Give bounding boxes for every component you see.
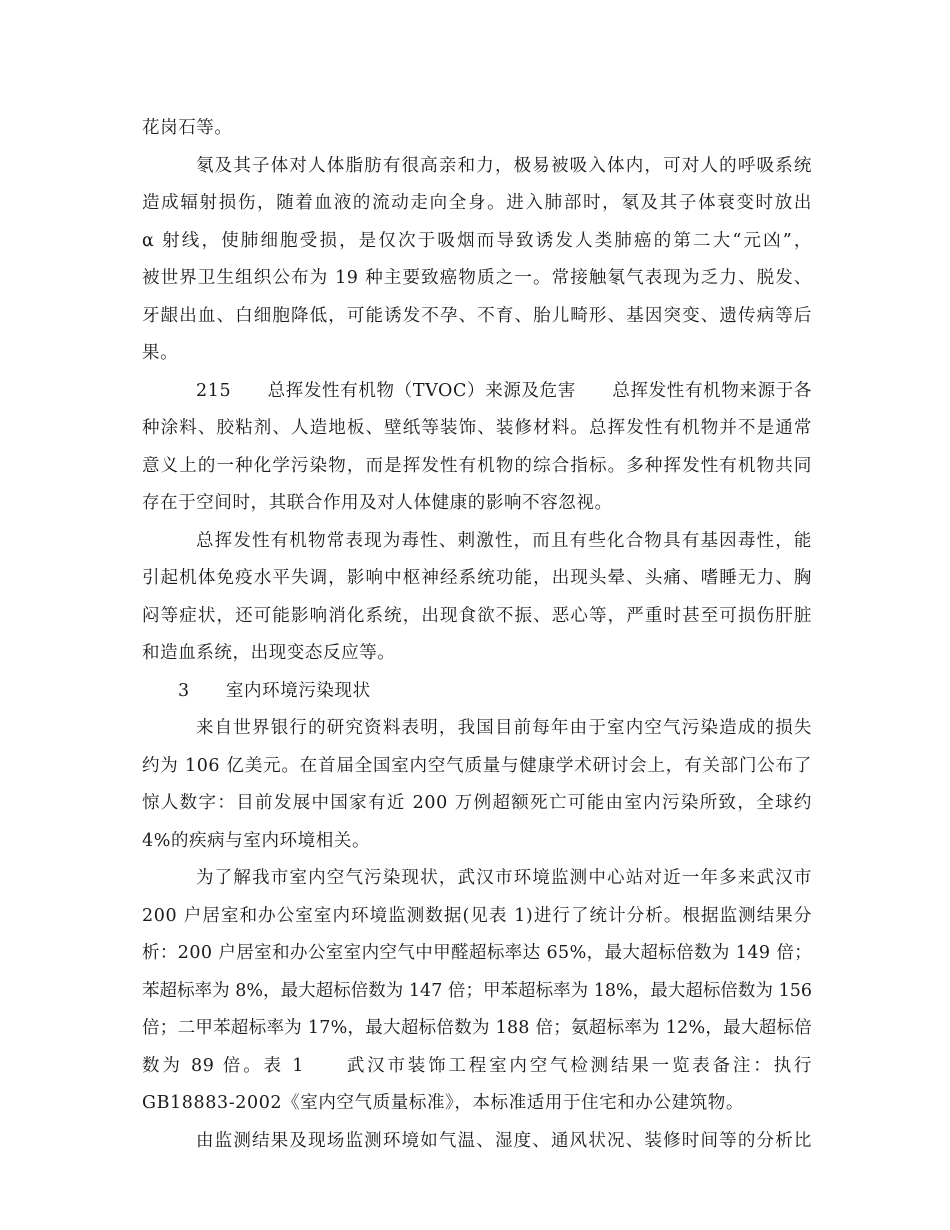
text-line: 约为 106 亿美元。在首届全国室内空气质量与健康学术研讨会上，有关部门公布了 <box>142 756 812 776</box>
text-line: 4%的疾病与室内环境相关。 <box>142 831 371 851</box>
text-line: 意义上的一种化学污染物，而是挥发性有机物的综合指标。多种挥发性有机物共同 <box>142 456 812 476</box>
text-line: 牙龈出血、白细胞降低，可能诱发不孕、不育、胎儿畸形、基因突变、遗传病等后 <box>142 306 812 326</box>
text-line: 200 户居室和办公室室内环境监测数据(见表 1)进行了统计分析。根据监测结果分 <box>142 906 812 926</box>
text-line: 倍；二甲苯超标率为 17%，最大超标倍数为 188 倍；氨超标率为 12%，最大超标倍 <box>142 1018 812 1038</box>
text-line: 引起机体免疫水平失调，影响中枢神经系统功能，出现头晕、头痛、嗜睡无力、胸 <box>142 568 812 588</box>
text-line: 苯超标率为 8%，最大超标倍数为 147 倍；甲苯超标率为 18%，最大超标倍数为 156 <box>142 981 812 1001</box>
text-line: 花岗石等。 <box>142 118 233 138</box>
section-heading-line: 215 总挥发性有机物（TVOC）来源及危害 总挥发性有机物来源于各 <box>196 381 812 401</box>
text-line: 被世界卫生组织公布为 19 种主要致癌物质之一。常接触氡气表现为乏力、脱发、 <box>142 268 812 288</box>
paragraph-first-line: 氡及其子体对人体脂肪有很高亲和力，极易被吸入体内，可对人的呼吸系统 <box>196 156 812 176</box>
text-line: α 射线，使肺细胞受损，是仅次于吸烟而导致诱发人类肺癌的第二大“元凶”， <box>142 231 812 251</box>
text-line: 惊人数字：目前发展中国家有近 200 万例超额死亡可能由室内污染所致，全球约 <box>142 793 812 813</box>
text-line: 和造血系统，出现变态反应等。 <box>142 643 396 663</box>
text-line: 数为 89 倍。表 1 武汉市装饰工程室内空气检测结果一览表备注：执行 <box>142 1056 812 1076</box>
paragraph-first-line: 由监测结果及现场监测环境如气温、湿度、通风状况、装修时间等的分析比 <box>196 1131 812 1151</box>
text-line: 闷等症状，还可能影响消化系统，出现食欲不振、恶心等，严重时甚至可损伤肝脏 <box>142 606 812 626</box>
text-line: GB18883-2002《室内空气质量标准》，本标准适用于住宅和办公建筑物。 <box>142 1093 745 1113</box>
paragraph-first-line: 总挥发性有机物常表现为毒性、刺激性，而且有些化合物具有基因毒性，能 <box>196 531 812 551</box>
text-line: 析：200 户居室和办公室室内空气中甲醛超标率达 65%，最大超标倍数为 149 倍； <box>142 943 813 963</box>
section-heading: 3 室内环境污染现状 <box>178 681 371 701</box>
text-line: 存在于空间时，其联合作用及对人体健康的影响不容忽视。 <box>142 493 613 513</box>
text-line: 果。 <box>142 343 179 363</box>
paragraph-first-line: 来自世界银行的研究资料表明，我国目前每年由于室内空气污染造成的损失 <box>196 718 812 738</box>
paragraph-first-line: 为了解我市室内空气污染现状，武汉市环境监测中心站对近一年多来武汉市 <box>196 868 812 888</box>
text-line: 造成辐射损伤，随着血液的流动走向全身。进入肺部时，氡及其子体衰变时放出 <box>142 193 812 213</box>
text-line: 种涂料、胶粘剂、人造地板、壁纸等装饰、装修材料。总挥发性有机物并不是通常 <box>142 418 812 438</box>
